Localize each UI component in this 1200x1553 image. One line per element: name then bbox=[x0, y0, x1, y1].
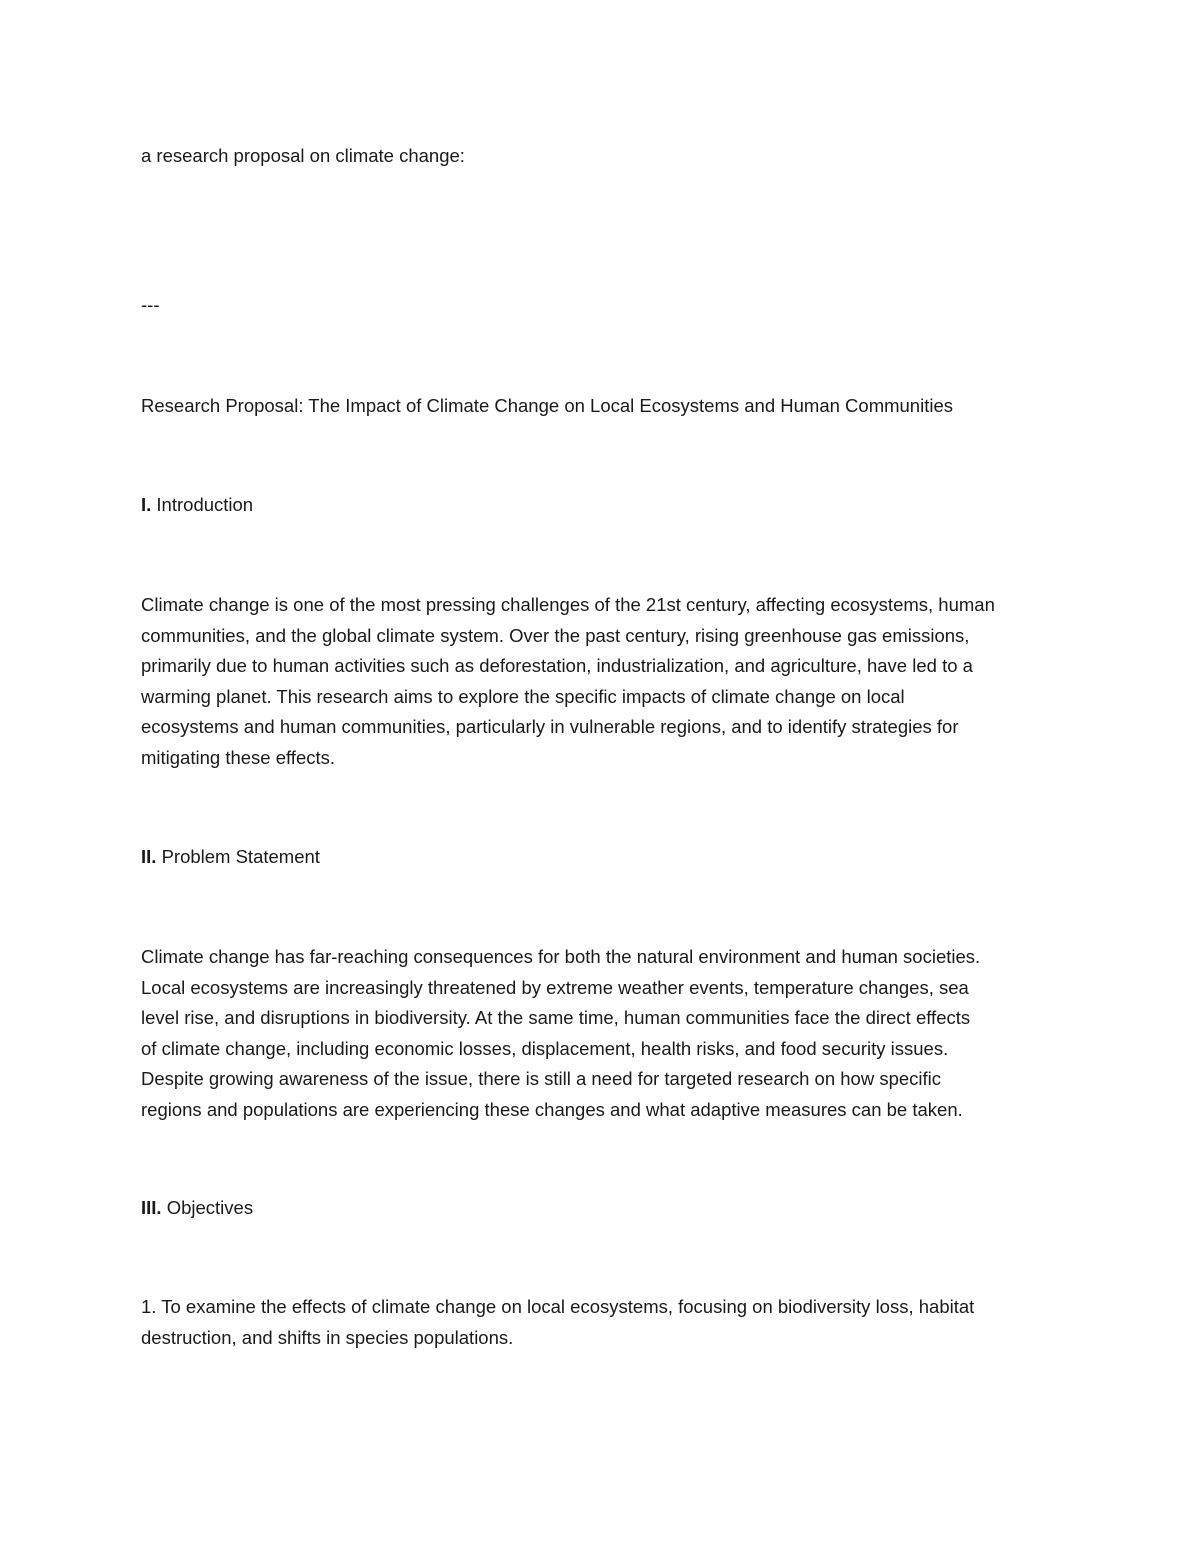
section-heading-text: Introduction bbox=[156, 494, 254, 515]
section-body-introduction bbox=[141, 590, 1071, 773]
section-number: I. bbox=[141, 494, 152, 515]
section-heading-problem-statement bbox=[141, 842, 1071, 873]
section-number: II. bbox=[141, 846, 157, 867]
body-line: mitigating these effects. bbox=[141, 746, 336, 768]
section-number: III. bbox=[141, 1197, 162, 1218]
body-line: Despite growing awareness of the issue, there is still a need for targeted research on how specific bbox=[141, 1068, 942, 1089]
body-line: regions and populations are experiencing these changes and what adaptive measures can be taken. bbox=[141, 1098, 963, 1120]
body-line: destruction, and shifts in species populations. bbox=[141, 1326, 514, 1348]
section-heading-text: Objectives bbox=[166, 1197, 254, 1218]
section-heading-introduction bbox=[141, 490, 1071, 521]
body-line: warming planet. This research aims to explore the specific impacts of climate change on local bbox=[141, 685, 905, 707]
section-body-objectives bbox=[141, 1292, 1071, 1353]
body-line: Climate change is one of the most pressing challenges of the 21st century, affecting ecosystems, human bbox=[141, 594, 995, 615]
section-heading-objectives bbox=[141, 1193, 1071, 1224]
body-line: Local ecosystems are increasingly threatened by extreme weather events, temperature changes, sea bbox=[141, 976, 969, 998]
separator: --- bbox=[141, 294, 160, 315]
body-line: primarily due to human activities such as deforestation, industrialization, and agriculture, have led to a bbox=[141, 655, 973, 676]
body-line: level rise, and disruptions in biodiversity. At the same time, human communities face the direct effects bbox=[141, 1007, 971, 1028]
body-line: communities, and the global climate system. Over the past century, rising greenhouse gas emissions, bbox=[141, 624, 970, 646]
document-title: Research Proposal: The Impact of Climate Change on Local Ecosystems and Human Communities bbox=[141, 395, 953, 416]
section-body-problem-statement bbox=[141, 942, 1071, 1125]
opening-line: a research proposal on climate change: bbox=[141, 145, 465, 166]
section-heading-text: Problem Statement bbox=[161, 846, 320, 867]
body-line: ecosystems and human communities, particularly in vulnerable regions, and to identify strategies for bbox=[141, 716, 959, 737]
body-line: Climate change has far-reaching consequences for both the natural environment and human societies. bbox=[141, 946, 981, 967]
body-line: 1. To examine the effects of climate change on local ecosystems, focusing on biodiversity loss, habitat bbox=[141, 1296, 975, 1317]
body-line: of climate change, including economic losses, displacement, health risks, and food security issues. bbox=[141, 1037, 949, 1059]
